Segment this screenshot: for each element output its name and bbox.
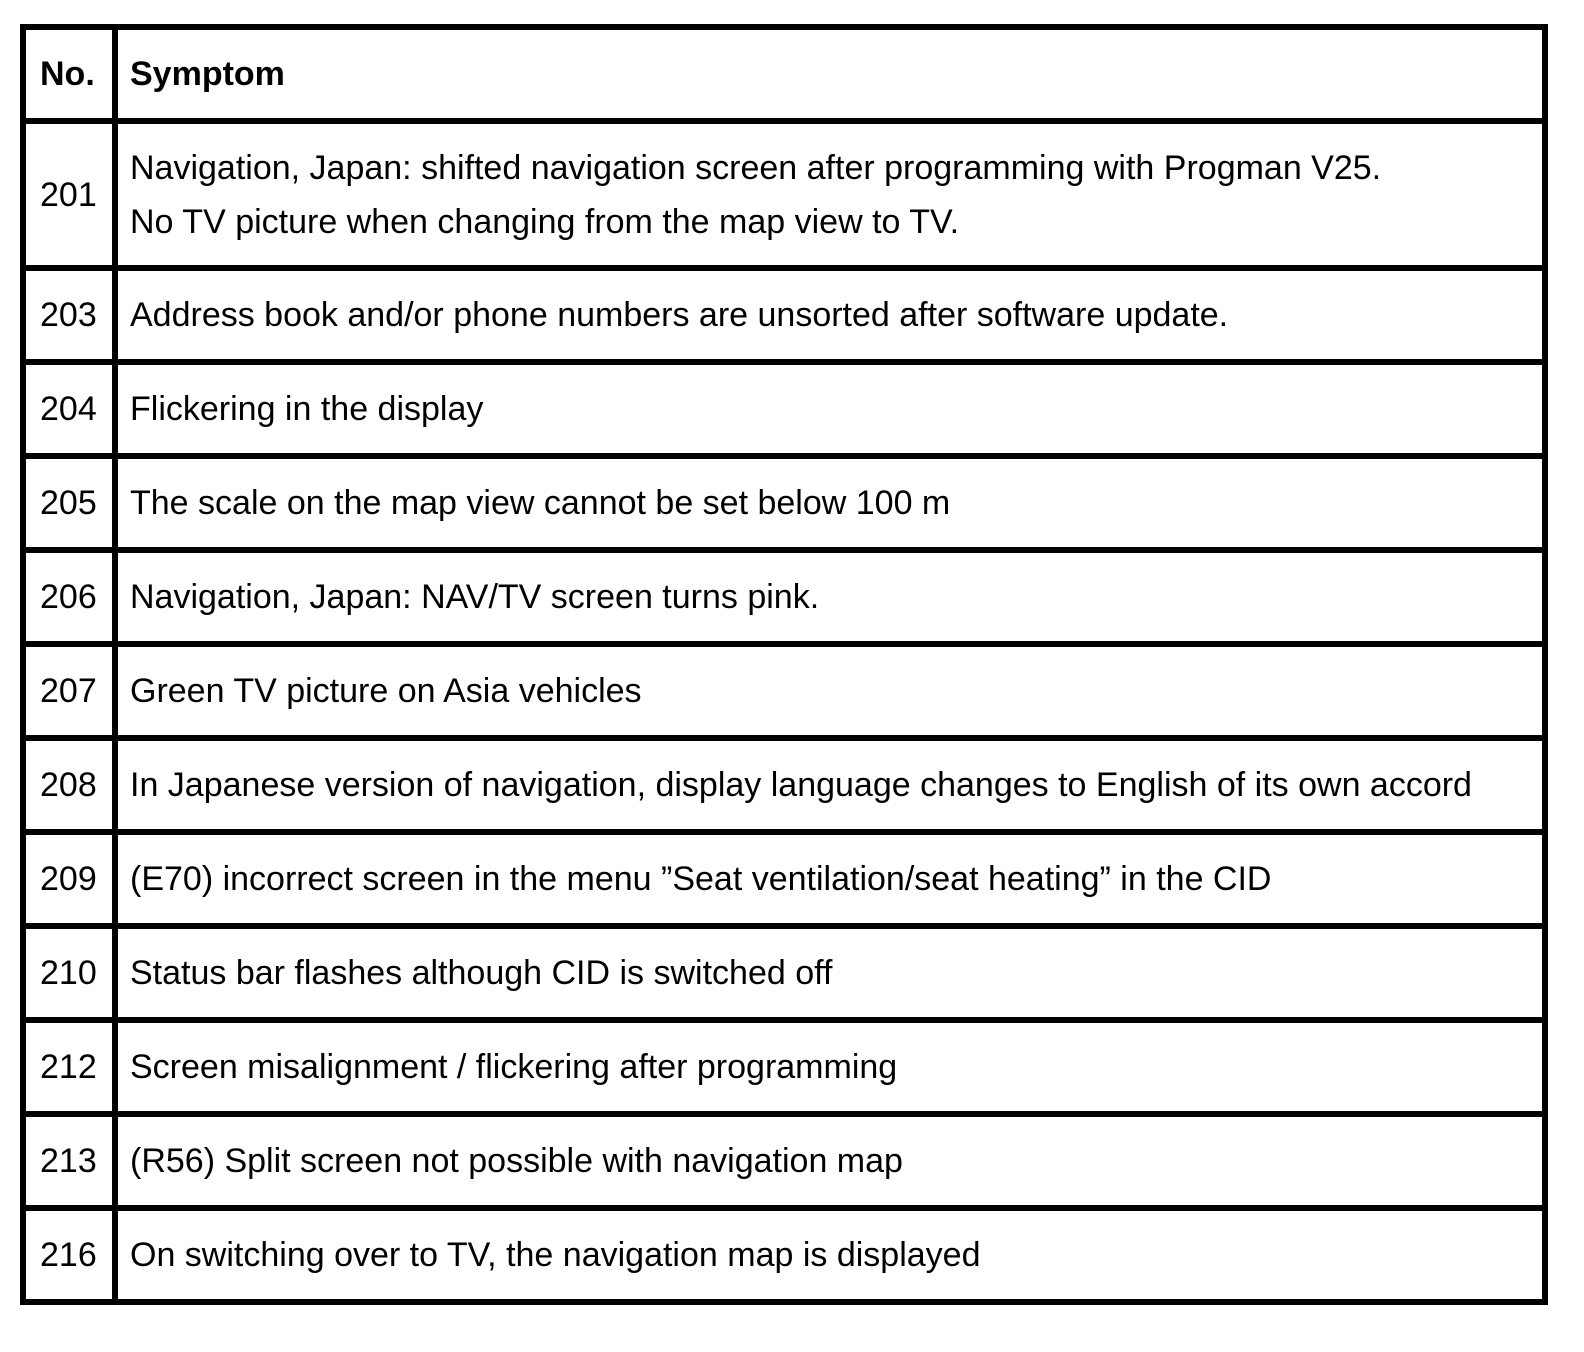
row-symptom bbox=[115, 644, 1545, 738]
table-row bbox=[23, 644, 1545, 738]
table-row bbox=[23, 1020, 1545, 1114]
symptom-line: Flickering in the display bbox=[130, 390, 484, 428]
row-number: 201 bbox=[23, 121, 115, 268]
row-number: 210 bbox=[23, 926, 115, 1020]
symptom-line: Navigation, Japan: shifted navigation screen after programming with Progman V25. bbox=[130, 148, 1382, 187]
row-symptom bbox=[115, 832, 1545, 926]
header-symptom: Symptom bbox=[115, 27, 1545, 121]
table-row bbox=[23, 926, 1545, 1020]
row-number: 213 bbox=[23, 1114, 115, 1208]
row-number: 208 bbox=[23, 738, 115, 832]
row-symptom bbox=[115, 456, 1545, 550]
row-number: 203 bbox=[23, 268, 115, 362]
table-row bbox=[23, 1208, 1545, 1302]
table-row bbox=[23, 121, 1545, 268]
table-row bbox=[23, 738, 1545, 832]
row-number: 207 bbox=[23, 644, 115, 738]
row-symptom bbox=[115, 362, 1545, 456]
row-symptom bbox=[115, 1208, 1545, 1302]
row-symptom bbox=[115, 738, 1545, 832]
row-symptom bbox=[115, 1020, 1545, 1114]
table-row bbox=[23, 832, 1545, 926]
symptom-line: In Japanese version of navigation, display language changes to English of its own accord bbox=[130, 766, 1472, 804]
symptom-line: The scale on the map view cannot be set below 100 m bbox=[130, 484, 951, 522]
table-row bbox=[23, 550, 1545, 644]
symptom-table bbox=[20, 24, 1548, 1305]
row-number: 204 bbox=[23, 362, 115, 456]
symptom-line: No TV picture when changing from the map view to TV. bbox=[130, 202, 960, 241]
row-number: 216 bbox=[23, 1208, 115, 1302]
row-symptom bbox=[115, 1114, 1545, 1208]
table-row bbox=[23, 1114, 1545, 1208]
symptom-line: On switching over to TV, the navigation map is displayed bbox=[130, 1236, 981, 1274]
table-row bbox=[23, 268, 1545, 362]
row-symptom bbox=[115, 550, 1545, 644]
symptom-line: Status bar flashes although CID is switched off bbox=[130, 954, 833, 992]
table-row bbox=[23, 456, 1545, 550]
symptom-line: Green TV picture on Asia vehicles bbox=[130, 672, 642, 710]
row-symptom bbox=[115, 268, 1545, 362]
symptom-line: Navigation, Japan: NAV/TV screen turns pink. bbox=[130, 578, 820, 616]
symptom-line: Screen misalignment / flickering after programming bbox=[130, 1048, 898, 1086]
symptom-line: (E70) incorrect screen in the menu ”Seat ventilation/seat heating” in the CID bbox=[130, 860, 1272, 898]
header-no: No. bbox=[23, 27, 115, 121]
row-number: 205 bbox=[23, 456, 115, 550]
row-number: 206 bbox=[23, 550, 115, 644]
row-symptom bbox=[115, 926, 1545, 1020]
symptom-line: Address book and/or phone numbers are unsorted after software update. bbox=[130, 296, 1229, 334]
header-row bbox=[23, 27, 1545, 121]
symptom-line: (R56) Split screen not possible with navigation map bbox=[130, 1142, 903, 1180]
row-number: 209 bbox=[23, 832, 115, 926]
row-number: 212 bbox=[23, 1020, 115, 1114]
row-symptom bbox=[115, 121, 1545, 268]
table-row bbox=[23, 362, 1545, 456]
